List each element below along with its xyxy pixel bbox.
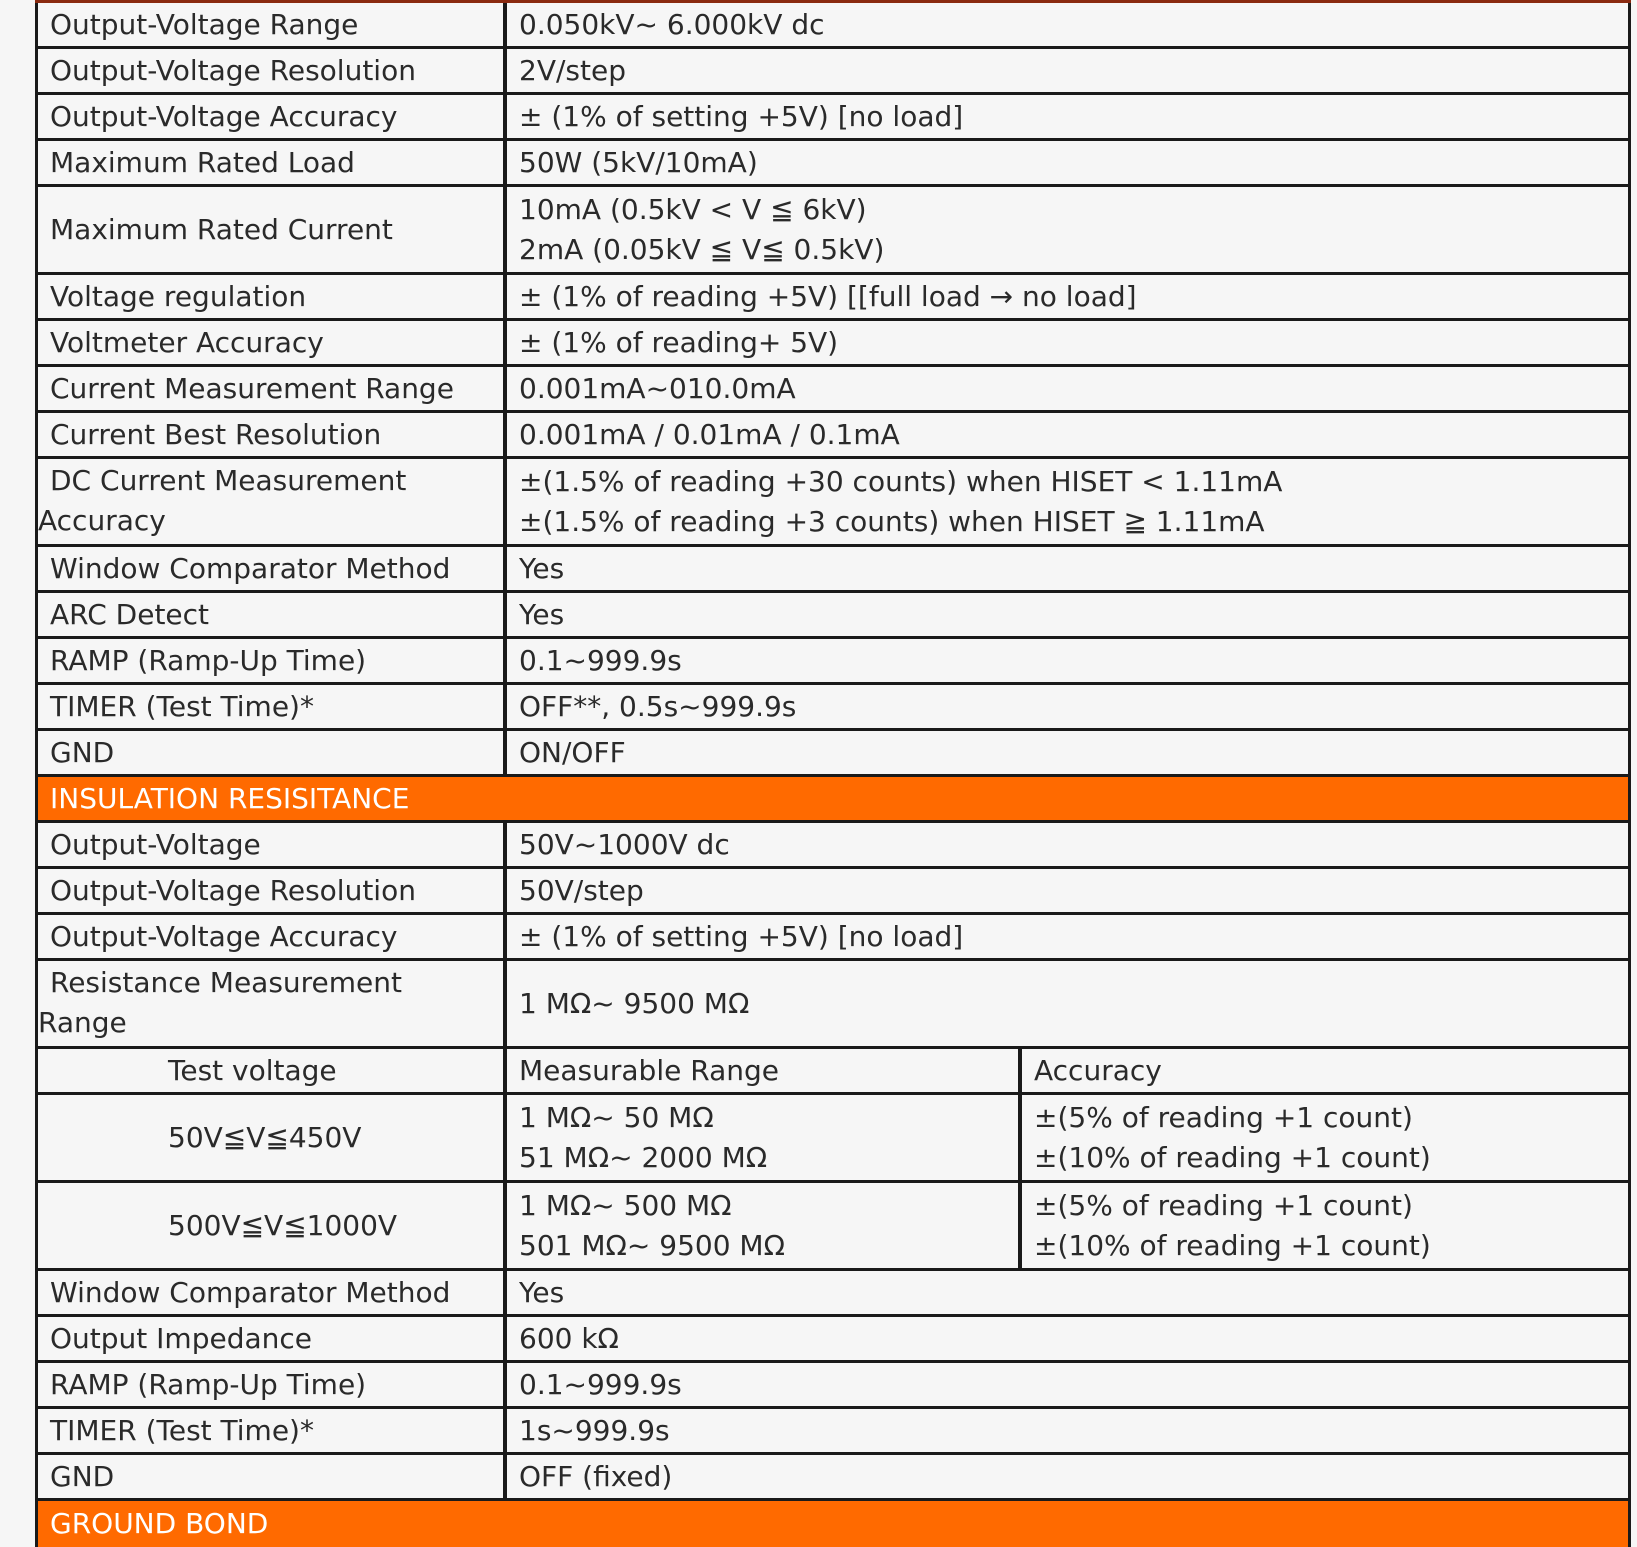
spec-value: 0.1~999.9s [503,1363,1631,1406]
spec-value: ± (1% of setting +5V) [no load] [503,915,1631,958]
spec-label: Output-Voltage [35,823,503,866]
test-voltage: 500V≦V≦1000V [35,1183,503,1268]
spec-value: 600 kΩ [503,1317,1631,1360]
spec-value: OFF (fixed) [503,1455,1631,1498]
spec-value: 0.001mA / 0.01mA / 0.1mA [503,413,1631,456]
table-row [35,275,1631,321]
spec-label: RAMP (Ramp-Up Time) [35,639,503,682]
section-header-ground-bond: GROUND BOND [35,1501,1631,1547]
spec-label: GND [35,731,503,774]
subtable-row [35,1095,1631,1183]
table-row [35,1317,1631,1363]
spec-label: GND [35,1455,503,1498]
spec-label [35,961,503,1046]
spec-label: RAMP (Ramp-Up Time) [35,1363,503,1406]
table-row [35,1455,1631,1501]
subtable-row [35,1183,1631,1271]
spec-table [35,0,1631,1547]
spec-value: Yes [503,593,1631,636]
table-row [35,685,1631,731]
label-line: DC Current Measurement [50,464,407,497]
spec-value: Yes [503,547,1631,590]
table-row [35,547,1631,593]
table-row [35,1409,1631,1455]
spec-value: 50V~1000V dc [503,823,1631,866]
spec-value [503,187,1631,272]
table-row [35,961,1631,1049]
spec-value: 0.001mA~010.0mA [503,367,1631,410]
spec-value: Yes [503,1271,1631,1314]
spec-label: TIMER (Test Time)* [35,1409,503,1452]
table-row [35,731,1631,777]
spec-value: 0.1~999.9s [503,639,1631,682]
accuracy-line: ±(10% of reading +1 count) [1034,1228,1431,1262]
accuracy-line: ±(5% of reading +1 count) [1034,1188,1413,1222]
table-row [35,367,1631,413]
spec-label: Output-Voltage Resolution [35,869,503,912]
table-row [35,49,1631,95]
spec-value: 2V/step [503,49,1631,92]
table-row [35,95,1631,141]
spec-label: Current Measurement Range [35,367,503,410]
range-line: 51 MΩ~ 2000 MΩ [519,1140,768,1174]
spec-label: Output-Voltage Accuracy [35,95,503,138]
spec-value: OFF**, 0.5s~999.9s [503,685,1631,728]
table-row [35,639,1631,685]
spec-value: 50W (5kV/10mA) [503,141,1631,184]
spec-label: ARC Detect [35,593,503,636]
subtable-header-row [35,1049,1631,1095]
spec-value: ± (1% of reading +5V) [[full load → no load] [503,275,1631,318]
table-row [35,1363,1631,1409]
table-row [35,187,1631,275]
label-line: Accuracy [38,504,166,537]
spec-value: 50V/step [503,869,1631,912]
spec-label: Output-Voltage Accuracy [35,915,503,958]
spec-value: ON/OFF [503,731,1631,774]
spec-label [35,459,503,544]
spec-value: 1 MΩ~ 9500 MΩ [503,961,1631,1046]
table-row [35,413,1631,459]
measurable-range [503,1095,1018,1180]
range-line: 1 MΩ~ 50 MΩ [519,1100,714,1134]
value-line: 2mA (0.05kV ≦ V≦ 0.5kV) [519,232,885,266]
table-row [35,321,1631,367]
spec-value: ± (1% of reading+ 5V) [503,321,1631,364]
table-row [35,459,1631,547]
table-row [35,1271,1631,1317]
measurable-range [503,1183,1018,1268]
spec-label: Maximum Rated Current [35,187,503,272]
value-line: ±(1.5% of reading +30 counts) when HISET < 1.11mA [519,464,1283,498]
label-line: Resistance Measurement [50,966,403,999]
accuracy-line: ±(10% of reading +1 count) [1034,1140,1431,1174]
table-row [35,823,1631,869]
spec-label: Window Comparator Method [35,1271,503,1314]
spec-value: 0.050kV~ 6.000kV dc [503,3,1631,46]
table-row [35,915,1631,961]
subtable-header-accuracy: Accuracy [1018,1049,1631,1092]
spec-label: Current Best Resolution [35,413,503,456]
label-line: Range [38,1006,127,1039]
spec-label: Window Comparator Method [35,547,503,590]
spec-label: Voltmeter Accuracy [35,321,503,364]
spec-label: Voltage regulation [35,275,503,318]
subtable-header-range: Measurable Range [503,1049,1018,1092]
spec-label: Output-Voltage Resolution [35,49,503,92]
table-row [35,869,1631,915]
accuracy [1018,1183,1631,1268]
value-line: ±(1.5% of reading +3 counts) when HISET ≧ 1.11mA [519,504,1265,538]
section-header-insulation-resistance: INSULATION RESISITANCE [35,777,1631,823]
spec-value: ± (1% of setting +5V) [no load] [503,95,1631,138]
table-row [35,593,1631,639]
spec-value [503,459,1631,544]
accuracy [1018,1095,1631,1180]
table-row [35,141,1631,187]
spec-label: Output-Voltage Range [35,3,503,46]
spec-label: TIMER (Test Time)* [35,685,503,728]
subtable-header-test-voltage: Test voltage [35,1049,503,1092]
spec-label: Maximum Rated Load [35,141,503,184]
accuracy-line: ±(5% of reading +1 count) [1034,1100,1413,1134]
range-line: 501 MΩ~ 9500 MΩ [519,1228,785,1262]
spec-label: Output Impedance [35,1317,503,1360]
spec-value: 1s~999.9s [503,1409,1631,1452]
test-voltage: 50V≦V≦450V [35,1095,503,1180]
value-line: 10mA (0.5kV < V ≦ 6kV) [519,192,867,226]
range-line: 1 MΩ~ 500 MΩ [519,1188,732,1222]
table-row [35,3,1631,49]
